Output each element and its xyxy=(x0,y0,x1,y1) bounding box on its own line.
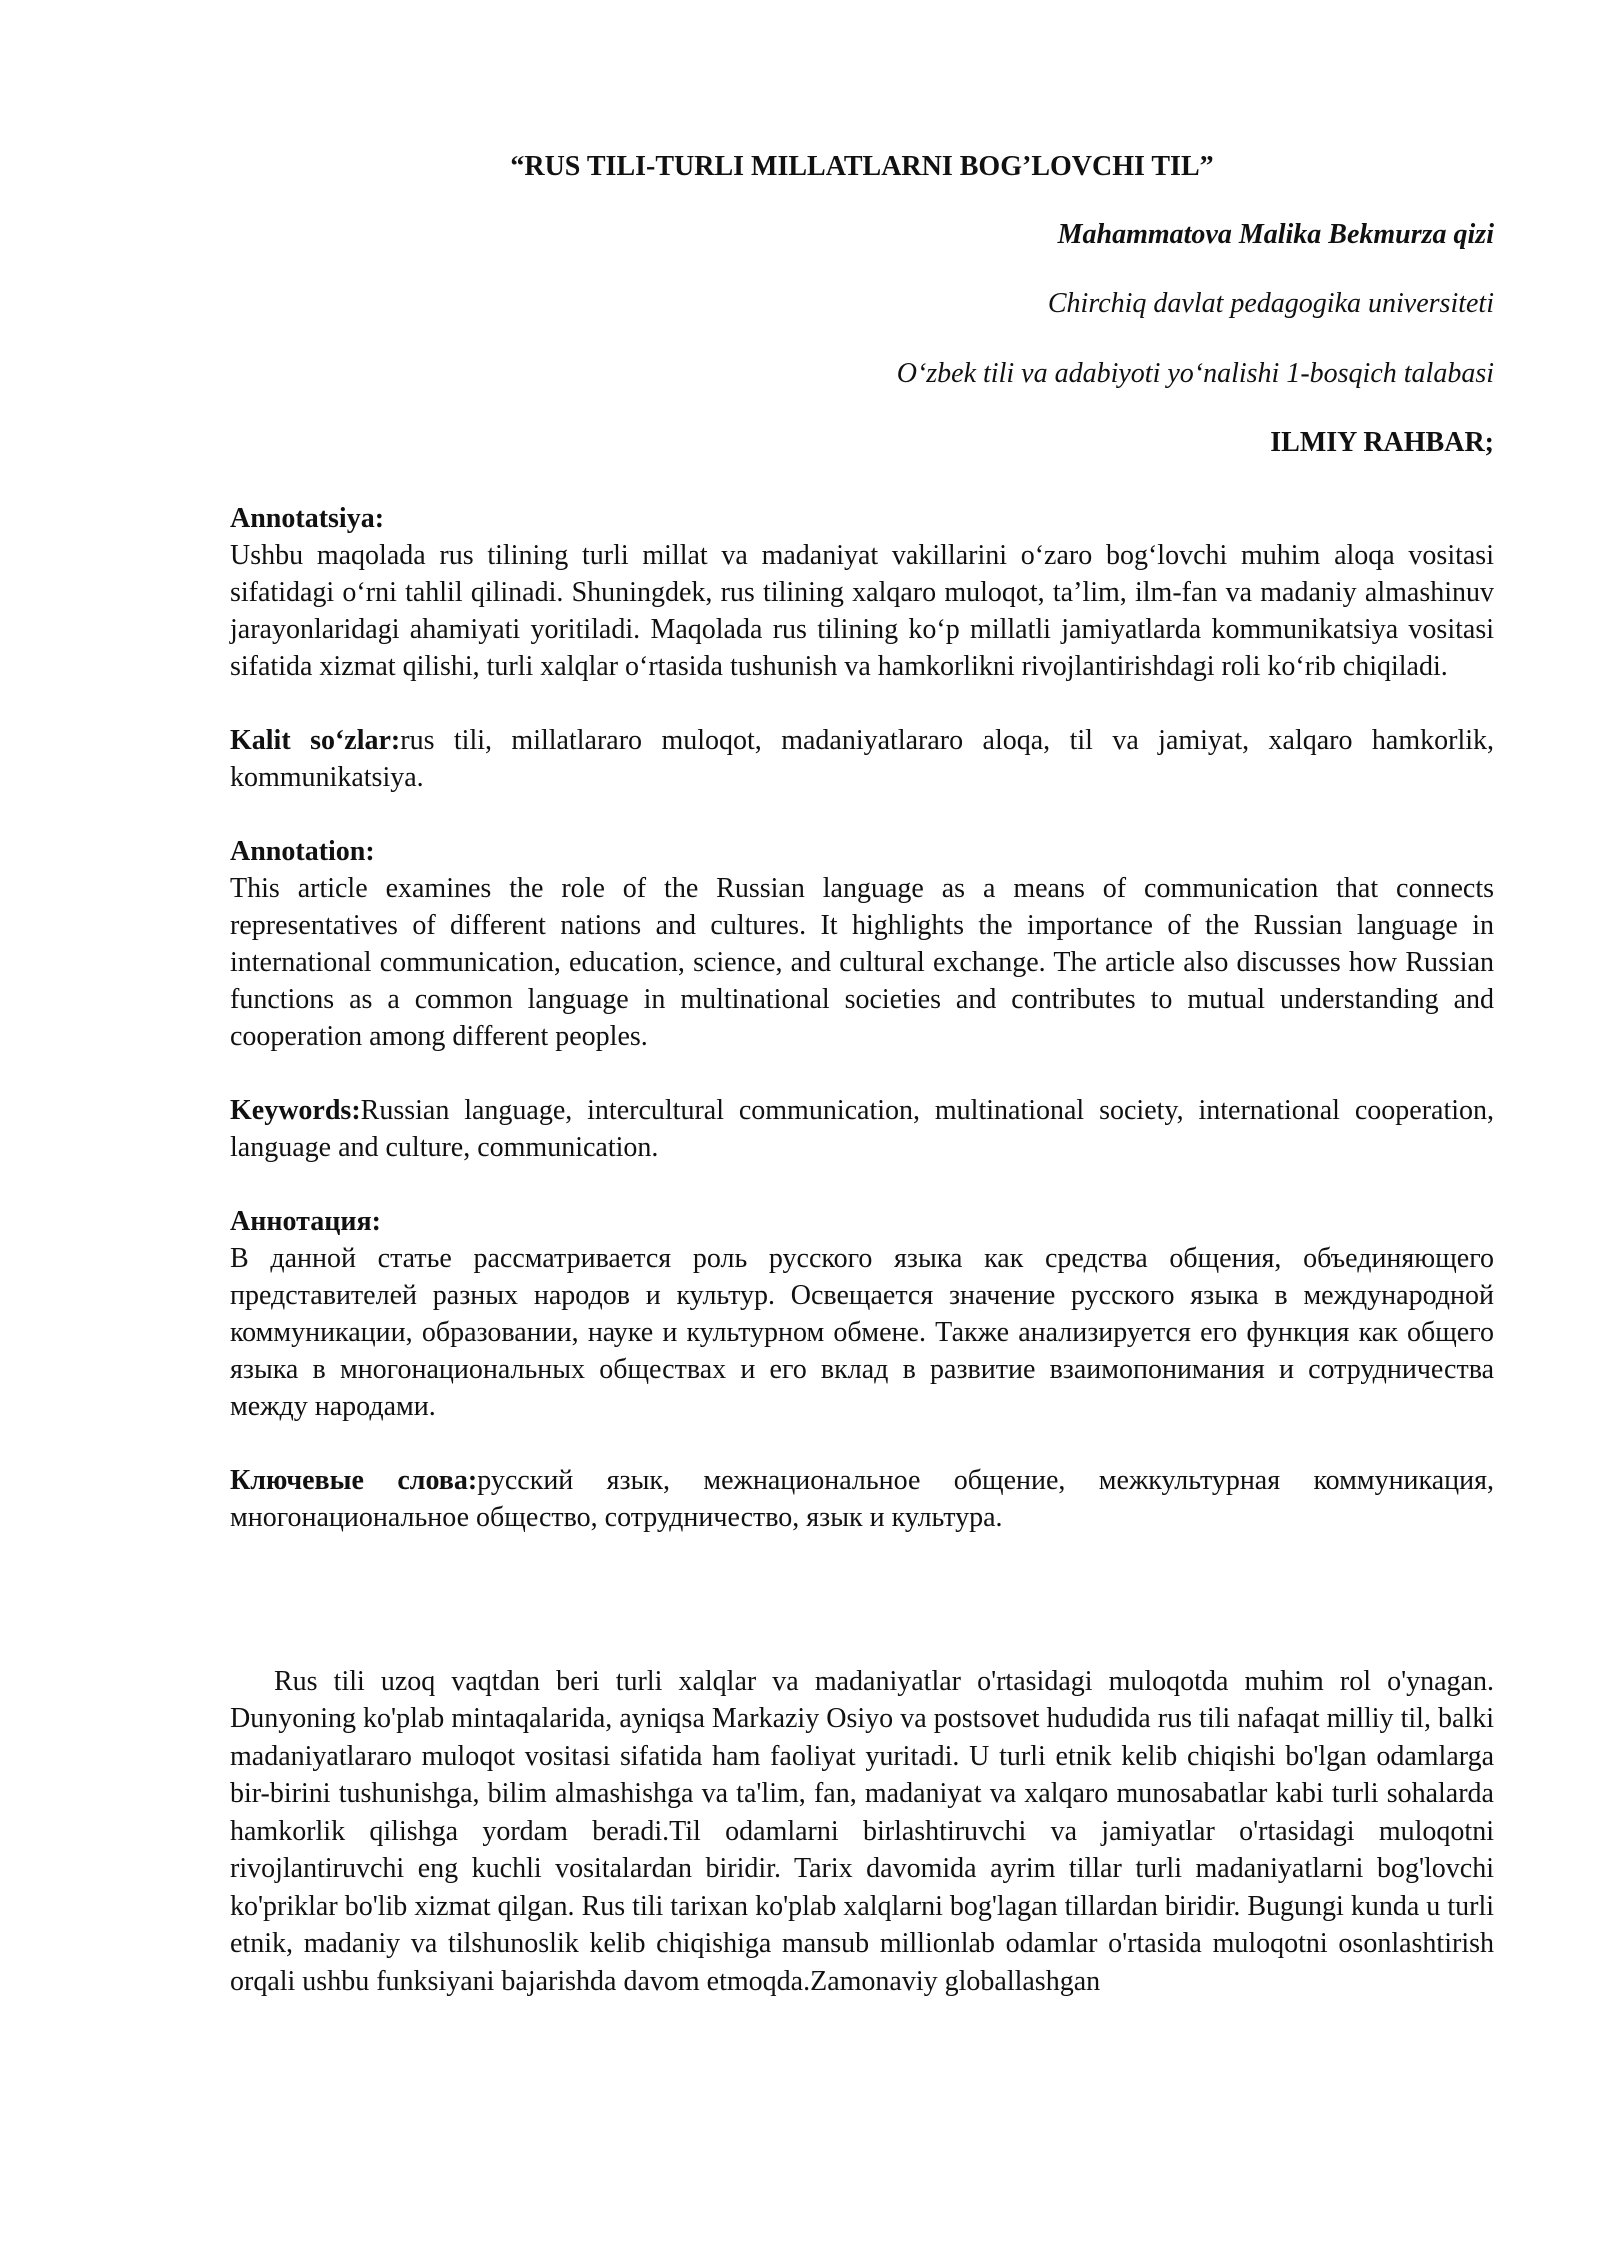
author-university: Chirchiq davlat pedagogika universiteti xyxy=(1047,288,1494,320)
body-paragraph: Rus tili uzoq vaqtdan beri turli xalqlar va madaniyatlar o'rtasidagi muloqotda muhim rol o'ynagan. Dunyoning ko'plab mintaqalarida, ayniqsa Markaziy Osiyo va postsovet hududida rus tili nafaqat milliy til, balki madaniyatlararo muloqot vositasi sifatida ham faoliyat yuritadi. U turli etnik kelib chiqishi bo'lgan odamlarga bir-birini tushunishga, bilim almashishga va ta'lim, fan, madaniyat va xalqaro munosabatlar kabi turli sohalarda hamkorlik qilishga yordam beradi.Til odamlarni birlashtiruvchi va jamiyatlar o'rtasidagi muloqotni rivojlantiruvchi eng kuchli vositalardan biridir. Tarix davomida ayrim tillar turli madaniyatlarni bog'lovchi ko'priklar bo'lib xizmat qilgan. Rus tili tarixan ko'plab xalqlarni bog'lagan tillardan biridir. Bugungi kunda u turli etnik, madaniy va tilshunoslik kelib chiqishiga mansub millionlab odamlar o'rtasida muloqotni osonlashtirish orqali ushbu funksiyani bajarishda davom etmoqda.Zamonaviy globallashgan xyxy=(230,1665,1494,1997)
keywords-uz-label: Kalit so‘zlar: xyxy=(230,724,401,756)
author-program: O‘zbek tili va adabiyoti yo‘nalishi 1-bosqich talabasi xyxy=(896,357,1494,389)
annotation-en xyxy=(230,833,1494,1055)
paper-title: “RUS TILI-TURLI MILLATLARNI BOG’LOVCHI TIL” xyxy=(510,151,1214,182)
advisor-label: ILMIY RAHBAR; xyxy=(1270,427,1494,459)
paper-page xyxy=(230,150,1494,2000)
keywords-uz xyxy=(230,722,1494,796)
annotation-uz-text: Ushbu maqolada rus tilining turli millat va madaniyat vakillarini o‘zaro bog‘lovchi muhim aloqa vositasi sifatidagi o‘rni tahlil qilinadi. Shuningdek, rus tilining xalqaro muloqot, ta’lim, ilm-fan va madaniy almashinuv jarayonlaridagi ahamiyati yoritiladi. Maqolada rus tilining ko‘p millatli jamiyatlarda kommunikatsiya vositasi sifatida xizmat qilishi, turli xalqlar o‘rtasida tushunish va hamkorlikni rivojlantirishdagi roli ko‘rib chiqiladi. xyxy=(230,539,1494,682)
annotation-en-text: This article examines the role of the Russian language as a means of communication that connects representatives of different nations and cultures. It highlights the importance of the Russian language in international communication, education, science, and cultural exchange. The article also discusses how Russian functions as a common language in multinational societies and contributes to mutual understanding and cooperation among different peoples. xyxy=(230,872,1494,1052)
annotation-ru xyxy=(230,1203,1494,1425)
annotation-ru-text: В данной статье рассматривается роль русского языка как средства общения, объединяющего представителей разных народов и культур. Освещается значение русского языка в международной коммуникации, образовании, науке и культурном обмене. Также анализируется его функция как общего языка в многонациональных обществах и его вклад в развитие взаимопонимания и сотрудничества между народами. xyxy=(230,1242,1494,1422)
section-spacer xyxy=(230,1573,1494,1663)
keywords-en xyxy=(230,1092,1494,1166)
keywords-ru-text: русский язык, межнациональное общение, межкультурная коммуникация, многонациональное общество, сотрудничество, язык и культура. xyxy=(230,1464,1494,1533)
annotation-en-label: Annotation: xyxy=(230,835,375,867)
keywords-uz-text: rus tili, millatlararo muloqot, madaniyatlararo aloqa, til va jamiyat, xalqaro hamkorlik, kommunikatsiya. xyxy=(230,724,1495,793)
annotation-ru-label: Аннотация: xyxy=(230,1205,381,1237)
annotation-uz xyxy=(230,500,1494,685)
keywords-ru-label: Ключевые слова: xyxy=(230,1464,478,1496)
annotation-uz-label: Annotatsiya: xyxy=(230,502,385,534)
author-name: Mahammatova Malika Bekmurza qizi xyxy=(1057,218,1494,250)
keywords-en-text: Russian language, intercultural communication, multinational society, international cooperation, language and culture, communication. xyxy=(230,1094,1494,1163)
keywords-ru xyxy=(230,1462,1494,1536)
keywords-en-label: Keywords: xyxy=(230,1094,361,1126)
